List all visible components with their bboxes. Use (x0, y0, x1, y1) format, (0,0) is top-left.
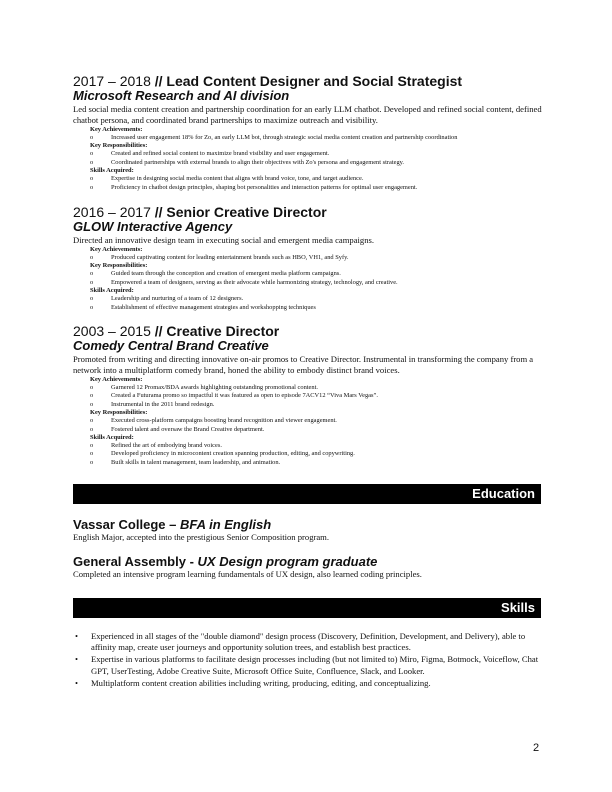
job-description: Directed an innovative design team in executing social and emergent media campaigns. (73, 235, 374, 245)
section-label: Skills Acquired: (90, 167, 134, 175)
job-description: Led social media content creation and partnership coordination for an early LLM chatbot. Developed and refined social content, defined chatbot persona, and coordinated brand partnerships to maximize outreach and visibility. (73, 104, 542, 125)
degree: BFA in English (179, 517, 272, 532)
school-name: Vassar College (73, 517, 166, 532)
section-label: Key Achievements: (90, 126, 143, 133)
school-name: General Assembly (73, 554, 186, 569)
job-entry (73, 205, 543, 312)
job-dates: 2017 – 2018 (73, 73, 151, 89)
job-organization: Microsoft Research and AI division (73, 88, 290, 103)
section-label: Key Responsibilities: (90, 142, 148, 150)
education-section-bar (73, 484, 541, 504)
bullet-mark: o (90, 417, 94, 425)
section-label: Key Achievements: (90, 246, 143, 253)
job-organization: GLOW Interactive Agency (73, 219, 233, 234)
list-item: o Empowered a team of designers, serving as their advocate while harmonizing strategy, technology, and creative. (73, 279, 543, 287)
bullet-mark: o (90, 278, 94, 286)
bullet-mark: o (90, 425, 94, 433)
education-heading-line (73, 517, 543, 532)
bullet-mark: o (90, 295, 94, 303)
list-item: o Instrumental in the 2011 brand redesign. (73, 401, 543, 409)
job-organization: Comedy Central Brand Creative (73, 338, 269, 353)
education-entry (73, 517, 543, 543)
section-label: Key Responsibilities: (90, 409, 148, 417)
list-item: o Establishment of effective management strategies and workshopping techniques (73, 304, 543, 312)
list-item: o Proficiency in chatbot design principles, shaping bot personalities and interaction patterns for optimal user engagement. (73, 184, 543, 192)
job-role: Senior Creative Director (166, 204, 327, 220)
list-item: o Created and refined social content to maximize brand visibility and user engagement. (73, 150, 543, 158)
page-number: 2 (533, 742, 540, 754)
job-heading (73, 324, 543, 339)
education-heading: Education (472, 486, 535, 501)
list-item: o Built skills in talent management, team leadership, and animation. (73, 459, 543, 467)
list-item: o Developed proficiency in microcontent creation spanning production, editing, and copywriting. (73, 450, 543, 458)
bullet-mark: • (75, 631, 79, 641)
job-separator: // (150, 204, 167, 220)
job-dates: 2016 – 2017 (73, 204, 151, 220)
list-item: o Produced captivating content for leading entertainment brands such as HBO, VH1, and Syfy. (73, 254, 543, 262)
bullet-mark: o (90, 150, 94, 158)
bullet-mark: • (75, 677, 79, 688)
bullet-mark: o (90, 450, 94, 458)
bullet-mark: o (90, 384, 94, 391)
list-item: o Increased user engagement 18% for Zo, an early LLM bot, through strategic social media content creation and partnership coordination (73, 134, 543, 142)
degree: UX Design program graduate (197, 554, 378, 569)
skills-list (73, 631, 541, 690)
list-item: o Leadership and nurturing of a team of 12 designers. (73, 295, 543, 303)
job-heading (73, 74, 543, 89)
job-entry (73, 324, 543, 467)
section-label: Key Responsibilities: (90, 262, 148, 270)
list-item: o Refined the art of embodying brand voices. (73, 442, 543, 450)
skill-item: • Expertise in various platforms to facilitate design processes including (but not limited to) Miro, Figma, Botmock, Voiceflow, Chat GPT, UserTesting, Adobe Creative Suite, Microsoft Office Suite, Confluence, Slack, and Looker. (75, 654, 539, 676)
list-item: o Created a Futurama promo so impactful it was featured as open to episode 7ACV12 “Viva Mars Vegas”. (73, 392, 543, 400)
job-heading (73, 205, 543, 220)
skills-section-bar (73, 598, 541, 618)
bullet-mark: o (90, 270, 94, 278)
bullet-mark: o (90, 158, 94, 166)
job-dates: 2003 – 2015 (73, 323, 151, 339)
job-separator: // (150, 73, 167, 89)
education-description: Completed an intensive program learning fundamentals of UX design, also learned coding principles. (73, 569, 422, 579)
school-dash: – (165, 517, 180, 532)
education-entry (73, 554, 543, 580)
skills-heading: Skills (501, 600, 535, 615)
bullet-mark: o (90, 175, 94, 183)
list-item: o Garnered 12 Promax/BDA awards highlighting outstanding promotional content. (73, 384, 543, 392)
bullet-mark: o (90, 254, 94, 261)
job-separator: // (150, 323, 167, 339)
education-heading-line (73, 554, 543, 569)
bullet-mark: • (75, 654, 79, 665)
education-description: English Major, accepted into the prestigious Senior Composition program. (73, 532, 329, 542)
bullet-mark: o (90, 458, 94, 466)
school-dash: - (185, 554, 198, 569)
job-role: Lead Content Designer and Social Strategist (166, 73, 463, 89)
job-description: Promoted from writing and directing innovative on-air promos to Creative Director. Instrumental in transforming the company from a network into a multiplatform comedy brand, honed the ability to embody distinct brand voices. (73, 354, 534, 375)
skill-item: • Multiplatform content creation abilities including writing, producing, editing, and conceptualizing. (75, 677, 431, 688)
bullet-mark: o (90, 183, 94, 191)
bullet-mark: o (90, 303, 94, 311)
list-item: o Fostered talent and oversaw the Brand Creative department. (73, 426, 543, 434)
bullet-mark: o (90, 392, 94, 400)
bullet-mark: o (90, 400, 94, 408)
skill-item: • Experienced in all stages of the "double diamond" design process (Discovery, Definition, Development, and Delivery), able to affinity map, create user journeys and opportunity solution trees, and establish best practices. (75, 631, 526, 653)
section-label: Key Achievements: (90, 376, 143, 383)
job-role: Creative Director (166, 323, 280, 339)
section-label: Skills Acquired: (90, 287, 134, 295)
list-item: o Coordinated partnerships with external brands to align their objectives with Zo's persona and engagement strategy. (73, 159, 543, 167)
list-item: o Guided team through the conception and creation of emergent media platform campaigns. (73, 270, 543, 278)
list-item: o Expertise in designing social media content that aligns with brand voice, tone, and target audience. (73, 175, 543, 183)
list-item: o Executed cross-platform campaigns boosting brand recognition and viewer engagement. (73, 417, 543, 425)
bullet-mark: o (90, 442, 94, 450)
job-entry (73, 74, 543, 192)
section-label: Skills Acquired: (90, 434, 134, 442)
bullet-mark: o (90, 134, 94, 141)
